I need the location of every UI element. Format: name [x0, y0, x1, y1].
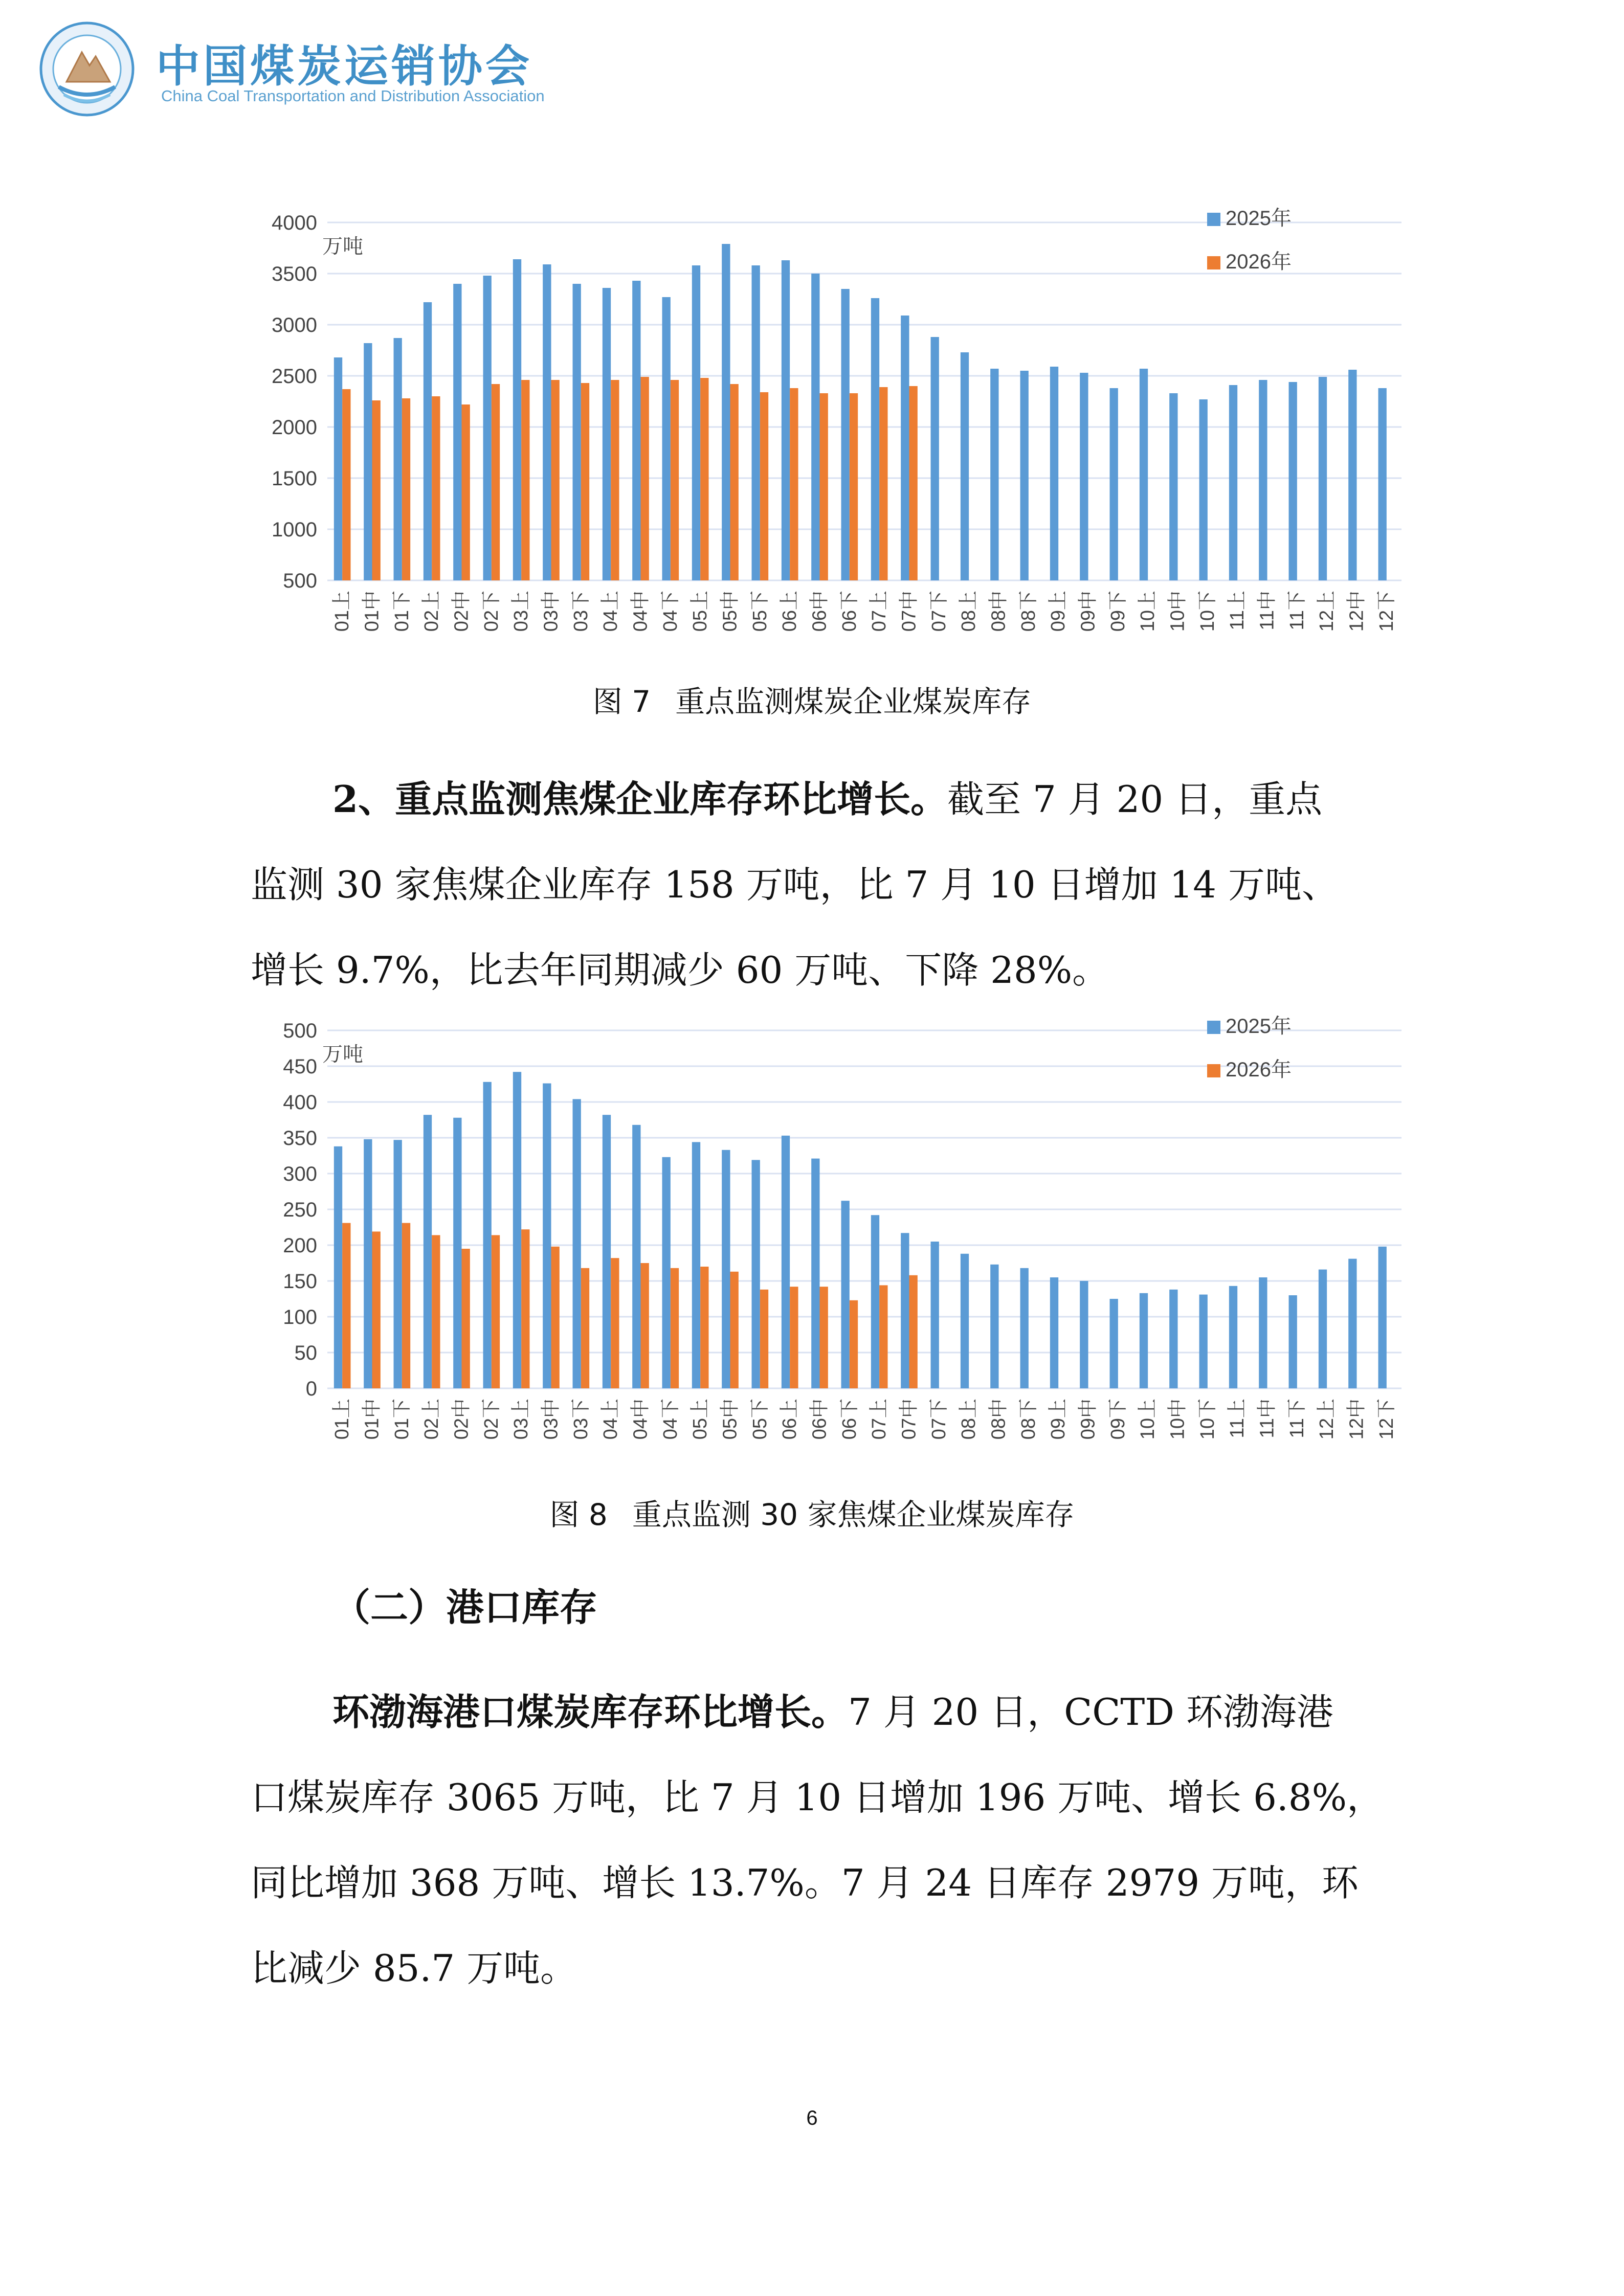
figure-7-bar-2025 — [990, 369, 998, 580]
figure-7-bar-2025 — [543, 264, 551, 580]
figure-7-x-tick-label: 11中 — [1256, 591, 1278, 631]
figure-7-bar-2025 — [1140, 369, 1148, 580]
figure-8-bar-2025 — [901, 1233, 909, 1388]
figure-8-chart — [225, 1012, 1417, 1473]
figure-7-bar-2026 — [760, 392, 768, 580]
figure-8-x-tick-label: 01中 — [361, 1399, 383, 1440]
figure-7-bar-2026 — [372, 400, 381, 580]
figure-8-bar-2026 — [521, 1229, 529, 1388]
figure-7-x-tick-label: 03中 — [540, 591, 562, 632]
figure-7-x-tick-label: 03下 — [570, 591, 592, 632]
figure-8-bar-2025 — [841, 1201, 850, 1388]
figure-8-caption — [0, 1491, 1624, 1534]
figure-7-x-tick-label: 06下 — [838, 591, 860, 632]
figure-8-x-tick-label: 06上 — [779, 1399, 801, 1440]
figure-8-bar-2025 — [692, 1142, 700, 1388]
figure-7-x-tick-label: 07下 — [928, 591, 950, 632]
section2-lead: 2、重点监测焦煤企业库存环比增长。 — [332, 777, 948, 821]
figure-7-x-tick-label: 09下 — [1107, 591, 1129, 632]
figure-8-x-tick-label: 10下 — [1196, 1399, 1218, 1440]
figure-7-bar-2026 — [611, 380, 619, 580]
figure-7-y-tick-label: 2500 — [272, 365, 317, 388]
figure-8-x-tick-label: 04下 — [659, 1399, 681, 1440]
figure-8-x-tick-label: 07上 — [869, 1399, 891, 1440]
figure-8-y-tick-label: 50 — [294, 1342, 317, 1364]
figure-7-x-tick-label: 07中 — [898, 591, 920, 632]
figure-7-legend-swatch — [1207, 256, 1220, 269]
figure-7-bar-2025 — [1169, 393, 1177, 580]
figure-8-x-tick-label: 02下 — [480, 1399, 502, 1440]
figure-7-bar-2026 — [850, 393, 858, 580]
figure-7-bar-2025 — [782, 260, 790, 580]
figure-8-bar-2025 — [1348, 1259, 1356, 1388]
figure-8-x-tick-label: 09中 — [1077, 1399, 1099, 1440]
figure-7-caption — [0, 678, 1624, 721]
figure-8-bar-2026 — [611, 1258, 619, 1388]
figure-8-x-tick-label: 09上 — [1048, 1399, 1070, 1440]
figure-8-x-tick-label: 08下 — [1017, 1399, 1039, 1440]
figure-8-x-tick-label: 01上 — [331, 1399, 353, 1440]
figure-7-x-tick-label: 12上 — [1316, 591, 1338, 632]
section-heading-port: （二）港口库存 — [332, 1586, 597, 1630]
figure-8-bar-2026 — [850, 1300, 858, 1388]
figure-8-bar-2026 — [909, 1275, 918, 1388]
figure-7-y-tick-label: 4000 — [272, 212, 317, 234]
figure-7-x-tick-label: 04中 — [630, 591, 652, 632]
figure-7-title: 重点监测煤炭企业煤炭库存 — [675, 684, 1032, 719]
figure-8-legend-swatch — [1207, 1021, 1220, 1034]
figure-8-bar-2026 — [820, 1287, 828, 1388]
figure-7-bar-2026 — [342, 389, 350, 580]
org-name-cn: 中国煤炭运销协会 — [156, 40, 532, 92]
figure-7-x-tick-label: 06上 — [779, 591, 801, 632]
figure-7-bar-2026 — [462, 404, 470, 580]
figure-8-x-tick-label: 12上 — [1316, 1399, 1338, 1440]
figure-8-bar-2025 — [543, 1084, 551, 1388]
figure-8-bar-2026 — [462, 1249, 470, 1388]
figure-7-x-tick-label: 10上 — [1137, 591, 1159, 632]
figure-8-bar-2025 — [1050, 1277, 1058, 1388]
figure-7-x-tick-label: 11上 — [1227, 590, 1249, 631]
figure-7-bar-2025 — [603, 288, 611, 580]
figure-8-bar-2025 — [334, 1146, 342, 1388]
figure-7-x-tick-label: 02上 — [421, 591, 443, 632]
figure-8-bar-2025 — [603, 1115, 611, 1388]
figure-8-bar-2025 — [1259, 1277, 1267, 1388]
figure-8-bar-2025 — [871, 1215, 879, 1388]
figure-7-bar-2026 — [730, 384, 739, 580]
figure-8-bar-2025 — [573, 1099, 581, 1388]
figure-8-y-tick-label: 250 — [283, 1199, 317, 1221]
figure-7-y-tick-label: 1000 — [272, 519, 317, 541]
figure-7-legend-label: 2026年 — [1226, 251, 1292, 273]
figure-8-bar-2026 — [342, 1223, 350, 1388]
figure-8-x-tick-label: 07下 — [928, 1399, 950, 1440]
figure-7-chart — [225, 205, 1417, 665]
figure-7-bar-2025 — [1289, 382, 1297, 580]
figure-8-bar-2025 — [722, 1150, 730, 1388]
port-line-2: 口煤炭库存 3065 万吨，比 7 月 10 日增加 196 万吨、增长 6.8%， — [251, 1776, 1384, 1819]
figure-8-bar-2025 — [931, 1242, 939, 1388]
figure-7-bar-2026 — [879, 387, 887, 580]
figure-8-bar-2025 — [1199, 1295, 1208, 1388]
figure-8-y-tick-label: 300 — [283, 1163, 317, 1185]
figure-7-x-tick-label: 05中 — [719, 591, 741, 632]
figure-8-bar-2026 — [492, 1235, 500, 1388]
figure-8-x-tick-label: 06中 — [809, 1399, 831, 1440]
figure-8-bar-2025 — [483, 1082, 492, 1388]
figure-8-legend-label: 2026年 — [1226, 1059, 1292, 1081]
figure-7-bar-2025 — [752, 265, 760, 580]
figure-7-bar-2025 — [364, 343, 372, 580]
figure-8-x-tick-label: 04上 — [600, 1399, 622, 1440]
figure-7-y-tick-label: 500 — [283, 570, 317, 592]
figure-7-bar-2026 — [909, 386, 918, 580]
figure-8-x-tick-label: 02上 — [421, 1399, 443, 1440]
figure-7-bar-2025 — [931, 337, 939, 580]
figure-7-bar-2025 — [662, 297, 671, 580]
figure-8-x-tick-label: 01下 — [391, 1399, 413, 1440]
figure-7-x-tick-label: 01中 — [361, 591, 383, 632]
figure-7-x-tick-label: 08下 — [1017, 591, 1039, 632]
figure-8-bar-2025 — [1080, 1281, 1088, 1388]
page-number: 6 — [806, 2107, 818, 2129]
figure-7-bar-2025 — [901, 316, 909, 580]
figure-7-bar-2025 — [632, 281, 640, 580]
port-line-4: 比减少 85.7 万吨。 — [251, 1947, 577, 1990]
figure-8-y-tick-label: 450 — [283, 1055, 317, 1078]
figure-8-bar-2025 — [662, 1157, 671, 1388]
figure-8-y-tick-label: 350 — [283, 1127, 317, 1150]
figure-7-bar-2026 — [521, 380, 529, 580]
figure-8-y-tick-label: 200 — [283, 1234, 317, 1257]
figure-7-bar-2025 — [811, 274, 819, 580]
org-name-en: China Coal Transportation and Distribution Association — [161, 87, 545, 105]
figure-8-x-tick-label: 12中 — [1346, 1399, 1368, 1440]
figure-7-bar-2026 — [700, 378, 708, 580]
figure-8-x-tick-label: 10上 — [1137, 1399, 1159, 1440]
figure-7-x-tick-label: 07上 — [869, 591, 891, 632]
figure-7-bar-2026 — [581, 383, 589, 580]
figure-8-x-tick-label: 07中 — [898, 1399, 920, 1440]
figure-7-bar-2026 — [820, 393, 828, 580]
section2-line1-text: 截至 7 月 20 日，重点 — [947, 778, 1323, 821]
figure-7-y-tick-label: 3000 — [272, 314, 317, 336]
figure-8-bar-2025 — [811, 1159, 819, 1388]
figure-8-bar-2026 — [790, 1287, 798, 1388]
figure-7-bar-2025 — [1378, 388, 1387, 580]
figure-7-legend-swatch — [1207, 213, 1220, 226]
figure-7-x-tick-label: 09上 — [1048, 591, 1070, 632]
figure-7-bar-2025 — [573, 284, 581, 580]
figure-8-y-tick-label: 100 — [283, 1306, 317, 1329]
figure-7-x-tick-label: 08上 — [958, 591, 980, 632]
figure-7-x-tick-label: 05下 — [749, 591, 771, 632]
figure-8-x-tick-label: 05下 — [749, 1399, 771, 1440]
figure-8-x-tick-label: 08中 — [988, 1399, 1010, 1440]
figure-8-x-tick-label: 06下 — [838, 1399, 860, 1440]
figure-8-bar-2025 — [364, 1139, 372, 1388]
figure-7-bar-2025 — [841, 289, 850, 580]
figure-7-bar-2026 — [790, 388, 798, 580]
figure-7-bar-2025 — [1229, 385, 1237, 580]
figure-8-bar-2026 — [671, 1268, 679, 1388]
figure-8-x-tick-label: 11下 — [1286, 1399, 1308, 1438]
figure-8-unit-label: 万吨 — [322, 1043, 363, 1066]
figure-8-legend-swatch — [1207, 1064, 1220, 1077]
figure-8-bar-2025 — [752, 1160, 760, 1388]
figure-7-x-tick-label: 08中 — [988, 591, 1010, 632]
figure-7-bar-2026 — [641, 377, 649, 580]
figure-7-x-tick-label: 02下 — [480, 591, 502, 632]
figure-8-bar-2026 — [372, 1231, 381, 1388]
figure-8-y-tick-label: 150 — [283, 1270, 317, 1293]
figure-7-bar-2025 — [722, 244, 730, 580]
port-line1-text: 7 月 20 日，CCTD 环渤海港 — [848, 1691, 1333, 1734]
figure-7-unit-label: 万吨 — [322, 235, 363, 258]
figure-8-bar-2026 — [730, 1272, 739, 1388]
figure-8-number: 图 8 — [549, 1497, 608, 1532]
figure-7-x-tick-label: 03上 — [510, 591, 532, 632]
figure-8-title: 重点监测 30 家焦煤企业煤炭库存 — [632, 1497, 1075, 1532]
figure-7-bar-2025 — [1080, 373, 1088, 580]
figure-7-bar-2025 — [1259, 380, 1267, 580]
figure-8-bar-2026 — [402, 1223, 410, 1388]
figure-8-bar-2025 — [1169, 1290, 1177, 1388]
figure-7-x-tick-label: 10中 — [1167, 591, 1189, 632]
figure-7-bar-2025 — [513, 259, 521, 580]
figure-8-x-tick-label: 05上 — [689, 1399, 711, 1440]
figure-7-bar-2026 — [551, 380, 560, 580]
figure-8-x-tick-label: 03上 — [510, 1399, 532, 1440]
figure-8-bar-2025 — [1229, 1286, 1237, 1388]
section2-line-3: 增长 9.7%，比去年同期减少 60 万吨、下降 28%。 — [251, 949, 1109, 992]
figure-8-bar-2026 — [879, 1285, 887, 1388]
association-logo — [38, 20, 136, 118]
figure-8-bar-2025 — [424, 1115, 432, 1388]
figure-8-bar-2025 — [1020, 1268, 1029, 1388]
figure-7-bar-2025 — [1199, 399, 1208, 580]
figure-8-bar-2025 — [513, 1072, 521, 1388]
figure-8-x-tick-label: 04中 — [630, 1399, 652, 1440]
figure-8-y-tick-label: 0 — [305, 1378, 317, 1400]
figure-8-bar-2026 — [760, 1290, 768, 1388]
figure-8-x-tick-label: 12下 — [1375, 1399, 1397, 1440]
figure-8-x-tick-label: 09下 — [1107, 1399, 1129, 1440]
figure-7-x-tick-label: 02中 — [451, 591, 473, 632]
figure-7-x-tick-label: 09中 — [1077, 591, 1099, 632]
port-lead: 环渤海港口煤炭库存环比增长。 — [332, 1690, 849, 1734]
figure-8-bar-2025 — [394, 1140, 402, 1388]
figure-7-bar-2025 — [483, 276, 492, 580]
figure-8-x-tick-label: 02中 — [451, 1399, 473, 1440]
section2-line-1 — [332, 770, 1322, 823]
figure-7-bar-2025 — [424, 302, 432, 580]
figure-8-bar-2026 — [551, 1247, 560, 1388]
figure-7-bar-2025 — [1348, 370, 1356, 580]
figure-8-x-tick-label: 11中 — [1256, 1399, 1278, 1438]
figure-8-x-tick-label: 10中 — [1167, 1399, 1189, 1440]
figure-7-bar-2025 — [1319, 377, 1327, 580]
document-header — [38, 20, 652, 123]
figure-8-bar-2025 — [453, 1118, 461, 1388]
figure-7-x-tick-label: 01下 — [391, 591, 413, 632]
figure-7-x-tick-label: 11下 — [1286, 591, 1308, 631]
figure-7-x-tick-label: 10下 — [1196, 591, 1218, 632]
figure-7-bar-2026 — [492, 384, 500, 580]
figure-8-bar-2025 — [1140, 1293, 1148, 1388]
figure-7-bar-2025 — [871, 298, 879, 580]
figure-8-x-tick-label: 08上 — [958, 1399, 980, 1440]
figure-8-bar-2025 — [1378, 1247, 1387, 1388]
figure-7-bar-2025 — [692, 265, 700, 580]
figure-7-bar-2025 — [453, 284, 461, 580]
figure-8-x-tick-label: 05中 — [719, 1399, 741, 1440]
figure-8-bar-2025 — [1319, 1270, 1327, 1388]
figure-7-bar-2025 — [1050, 367, 1058, 580]
figure-7-bar-2025 — [1020, 371, 1029, 580]
figure-7-y-tick-label: 3500 — [272, 263, 317, 285]
figure-8-bar-2025 — [961, 1254, 969, 1388]
figure-7-bar-2025 — [394, 338, 402, 580]
figure-7-number: 图 7 — [592, 684, 651, 719]
figure-7-x-tick-label: 05上 — [689, 591, 711, 632]
figure-8-bar-2026 — [641, 1263, 649, 1388]
figure-7-y-tick-label: 2000 — [272, 416, 317, 439]
section2-line-2: 监测 30 家焦煤企业库存 158 万吨，比 7 月 10 日增加 14 万吨、 — [251, 863, 1339, 906]
figure-7-bar-2025 — [1110, 388, 1118, 580]
figure-8-bar-2025 — [990, 1265, 998, 1388]
figure-8-bar-2025 — [632, 1125, 640, 1388]
figure-7-bar-2026 — [432, 396, 440, 580]
figure-7-bar-2026 — [402, 398, 410, 580]
figure-8-bar-2025 — [1110, 1299, 1118, 1388]
figure-7-y-tick-label: 1500 — [272, 467, 317, 490]
port-line-1 — [332, 1682, 1333, 1736]
figure-8-x-tick-label: 11上 — [1227, 1399, 1249, 1438]
figure-7-x-tick-label: 04上 — [600, 591, 622, 632]
figure-7-x-tick-label: 01上 — [331, 591, 353, 632]
figure-8-bar-2026 — [581, 1268, 589, 1388]
figure-8-legend-label: 2025年 — [1226, 1015, 1292, 1038]
figure-8-bar-2026 — [432, 1235, 440, 1388]
figure-7-x-tick-label: 12下 — [1375, 591, 1397, 632]
figure-8-y-tick-label: 500 — [283, 1020, 317, 1042]
figure-8-x-tick-label: 03中 — [540, 1399, 562, 1440]
figure-8-bar-2025 — [1289, 1295, 1297, 1388]
figure-7-x-tick-label: 04下 — [659, 591, 681, 632]
figure-8-bar-2025 — [782, 1136, 790, 1388]
figure-7-bar-2025 — [334, 357, 342, 580]
figure-8-x-tick-label: 03下 — [570, 1399, 592, 1440]
figure-7-bar-2025 — [961, 352, 969, 580]
port-line-3: 同比增加 368 万吨、增长 13.7%。7 月 24 日库存 2979 万吨，环 — [251, 1861, 1359, 1904]
figure-7-x-tick-label: 06中 — [809, 591, 831, 632]
figure-7-x-tick-label: 12中 — [1346, 591, 1368, 632]
figure-7-bar-2026 — [671, 380, 679, 580]
figure-7-legend-label: 2025年 — [1226, 207, 1292, 230]
figure-8-y-tick-label: 400 — [283, 1091, 317, 1114]
figure-8-bar-2026 — [700, 1267, 708, 1388]
